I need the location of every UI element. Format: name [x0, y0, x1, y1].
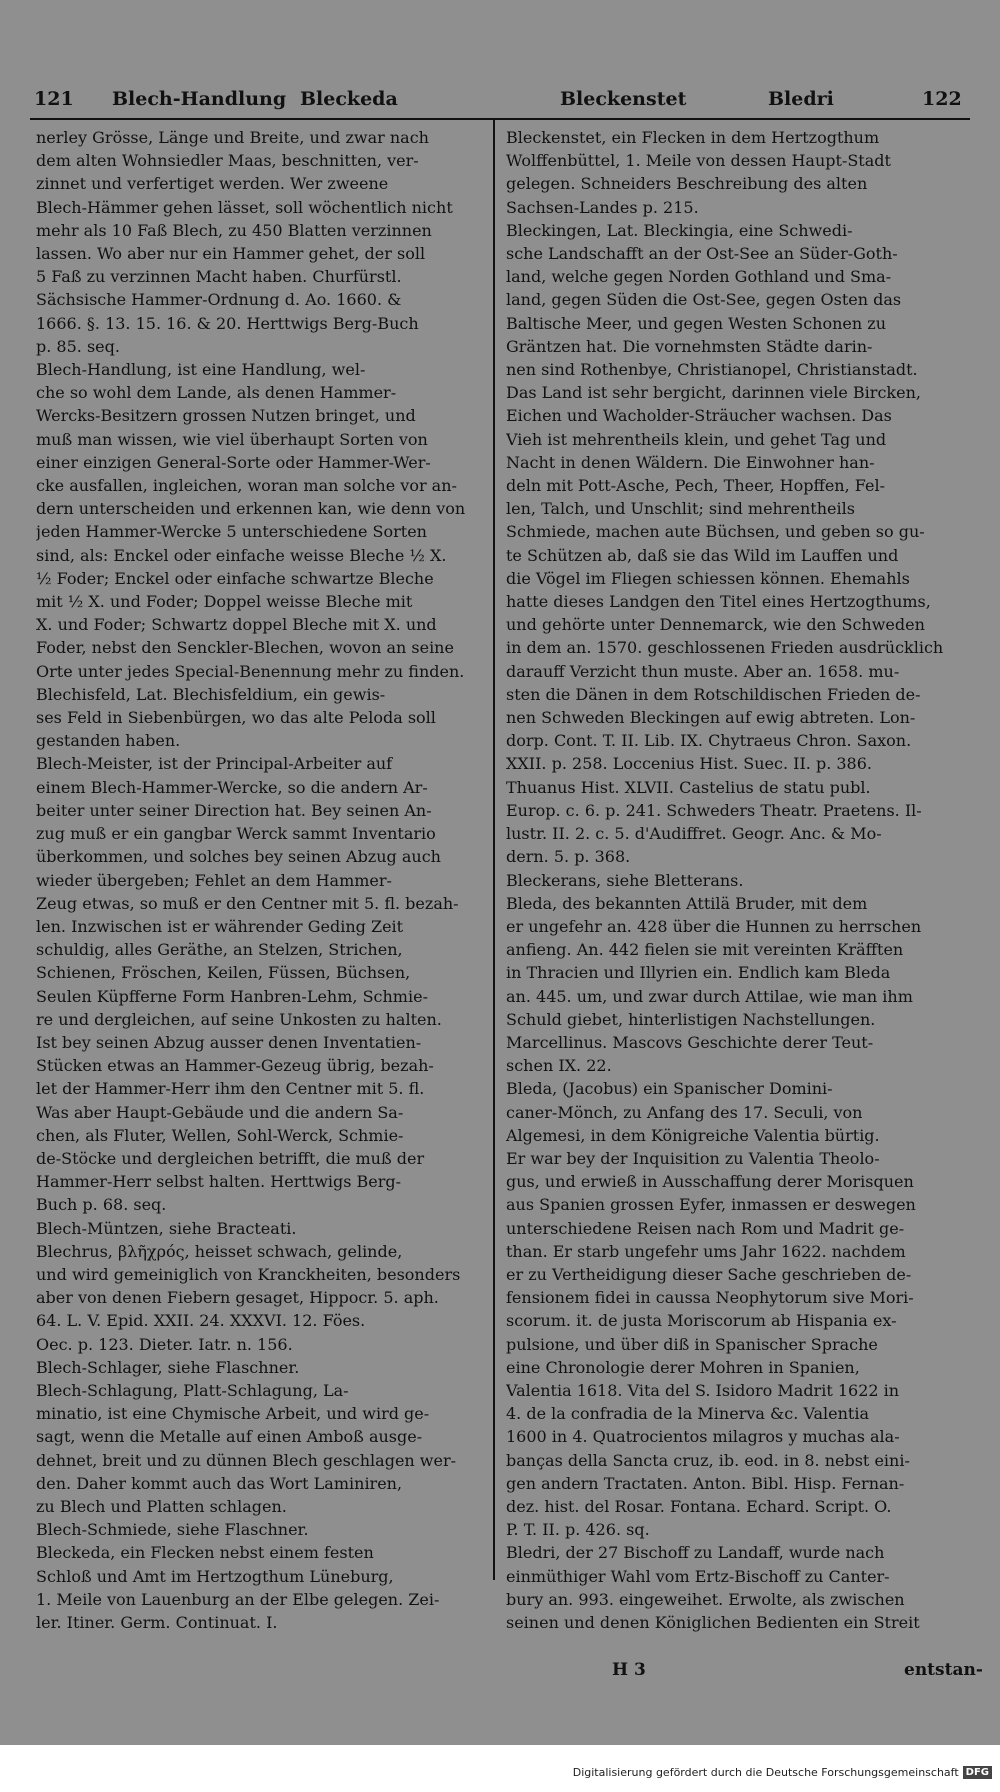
text-line: einem Blech-Hammer-Wercke, so die andern Ar-	[36, 777, 428, 797]
text-line: anfieng. An. 442 fielen sie mit vereinten Kräfften	[506, 940, 904, 960]
text-line: 1666. §. 13. 15. 16. & 20. Herttwigs Berg-Buch	[36, 313, 419, 333]
catchword: entstan-	[904, 1660, 983, 1680]
text-line: Bleckeda, ein Flecken nebst einem festen	[36, 1543, 374, 1563]
text-line: land, gegen Süden die Ost-See, gegen Osten das	[506, 290, 902, 310]
text-line: lassen. Wo aber nur ein Hammer gehet, der soll	[36, 244, 426, 264]
text-line: mit ½ X. und Foder; Doppel weisse Bleche mit	[36, 592, 413, 612]
left-column-entry	[36, 1518, 486, 1541]
text-line: aber von denen Fiebern gesaget, Hippocr. 5. aph.	[36, 1288, 439, 1308]
text-line: Baltische Meer, und gegen Westen Schonen zu	[506, 313, 886, 333]
text-line: Blech-Schmiede, siehe Flaschner.	[36, 1520, 309, 1540]
text-line: Blech-Müntzen, siehe Bracteati.	[36, 1218, 297, 1238]
text-line: scorum. it. de justa Moriscorum ab Hispania ex-	[506, 1311, 897, 1331]
text-line: hatte dieses Landgen den Titel eines Hertzogthums,	[506, 592, 931, 612]
left-column-entry	[36, 1379, 486, 1518]
text-line: beiter unter seiner Direction hat. Bey seinen An-	[36, 800, 432, 820]
text-line: in Thracien und Illyrien ein. Endlich kam Bleda	[506, 963, 891, 983]
text-line: Gräntzen hat. Die vornehmsten Städte darin-	[506, 336, 873, 356]
text-line: Blech-Hämmer gehen lässet, soll wöchentlich nicht	[36, 197, 453, 217]
right-column-entry	[506, 219, 966, 869]
text-line: len. Inzwischen ist er währender Geding Zeit	[36, 916, 404, 936]
text-line: ler. Itiner. Germ. Continuat. I.	[36, 1613, 278, 1632]
text-line: Er war bey der Inquisition zu Valentia Theolo-	[506, 1148, 880, 1168]
text-line: Bleckenstet, ein Flecken in dem Hertzogthum	[506, 128, 880, 147]
text-line: zinnet und verfertiget werden. Wer zweene	[36, 174, 389, 194]
left-column-entry	[36, 1541, 486, 1634]
text-line: p. 85. seq.	[36, 336, 120, 356]
right-column-entry	[506, 126, 966, 219]
text-line: schen IX. 22.	[506, 1056, 612, 1076]
left-running-head-1: Blech-Handlung	[112, 88, 287, 110]
text-line: P. T. II. p. 426. sq.	[506, 1520, 650, 1540]
text-line: darauff Verzicht thun muste. Aber an. 1658. mu-	[506, 661, 900, 681]
text-line: nerley Grösse, Länge und Breite, und zwar nach	[36, 128, 429, 147]
text-line: che so wohl dem Lande, als denen Hammer-	[36, 383, 397, 403]
text-line: XXII. p. 258. Loccenius Hist. Suec. II. p. 386.	[506, 754, 872, 774]
text-line: gen andern Tractaten. Anton. Bibl. Hisp. Fernan-	[506, 1473, 905, 1493]
text-line: gus, und erwieß in Ausschaffung derer Morisquen	[506, 1172, 914, 1192]
text-line: aus Spanien grossen Eyfer, inmassen er deswegen	[506, 1195, 916, 1215]
right-column-entry	[506, 1077, 966, 1541]
text-line: sten die Dänen in dem Rotschildischen Frieden de-	[506, 684, 921, 704]
text-line: Sächsische Hammer-Ordnung d. Ao. 1660. &	[36, 290, 402, 310]
text-line: Foder, nebst den Senckler-Blechen, wovon an seine	[36, 638, 454, 658]
text-line: dern. 5. p. 368.	[506, 847, 631, 867]
text-line: 1600 in 4. Quatrocientos milagros y muchas ala-	[506, 1427, 900, 1447]
text-line: gestanden haben.	[36, 731, 181, 751]
text-line: Blechrus, βλῆχρός, heisset schwach, gelinde,	[36, 1241, 403, 1261]
text-line: Blech-Meister, ist der Principal-Arbeiter auf	[36, 754, 393, 774]
text-line: caner-Mönch, zu Anfang des 17. Seculi, von	[506, 1102, 863, 1122]
right-column	[506, 126, 966, 1634]
footer-credit: Digitalisierung gefördert durch die Deutsche Forschungsgemeinschaft	[572, 1766, 959, 1779]
left-column-entry	[36, 1356, 486, 1379]
text-line: de-Stöcke und dergleichen betrifft, die muß der	[36, 1148, 425, 1168]
left-page-number: 121	[34, 88, 74, 110]
text-line: land, welche gegen Norden Gothland und Sma-	[506, 267, 892, 287]
text-line: re und dergleichen, auf seine Unkosten zu halten.	[36, 1009, 442, 1029]
left-column-entry	[36, 683, 486, 753]
text-line: Blech-Schlagung, Platt-Schlagung, La-	[36, 1380, 349, 1400]
header-rule	[30, 118, 970, 120]
text-line: an. 445. um, und zwar durch Attilae, wie man ihm	[506, 986, 913, 1006]
left-running-head-2: Bleckeda	[300, 88, 398, 110]
text-line: in dem an. 1570. geschlossenen Frieden ausdrücklich	[506, 638, 944, 658]
text-line: muß man wissen, wie viel überhaupt Sorten von	[36, 429, 428, 449]
text-line: er ungefehr an. 428 über die Hunnen zu herrschen	[506, 916, 922, 936]
right-column-entry	[506, 892, 966, 1078]
text-line: Bledri, der 27 Bischoff zu Landaff, wurde nach	[506, 1543, 885, 1563]
text-line: Schienen, Fröschen, Keilen, Füssen, Büchsen,	[36, 963, 411, 983]
text-line: zu Blech und Platten schlagen.	[36, 1496, 287, 1516]
text-line: len, Talch, und Unschlit; sind mehrentheils	[506, 499, 855, 519]
signature-mark: H 3	[612, 1660, 646, 1680]
left-column-entry	[36, 358, 486, 683]
column-divider	[493, 120, 495, 1580]
text-line: sche Landschafft an der Ost-See an Süder-Goth-	[506, 244, 898, 264]
text-line: wieder übergeben; Fehlet an dem Hammer-	[36, 870, 392, 890]
text-line: Ist bey seinen Abzug ausser denen Inventatien-	[36, 1032, 422, 1052]
text-line: te Schützen ab, daß sie das Wild im Lauffen und	[506, 545, 899, 565]
text-line: Zeug etwas, so muß er den Centner mit 5. fl. bezah-	[36, 893, 459, 913]
text-line: und wird gemeiniglich von Kranckheiten, besonders	[36, 1264, 461, 1284]
text-line: 5 Faß zu verzinnen Macht haben. Churfürstl.	[36, 267, 402, 287]
text-line: ½ Foder; Enckel oder einfache schwartze Bleche	[36, 568, 434, 588]
text-line: Stücken etwas an Hammer-Gezeug übrig, bezah-	[36, 1056, 434, 1076]
text-line: Seulen Küpfferne Form Hanbren-Lehm, Schmie-	[36, 986, 428, 1006]
text-line: Schmiede, machen aute Büchsen, und geben so gu-	[506, 522, 925, 542]
text-line: überkommen, und solches bey seinen Abzug auch	[36, 847, 441, 867]
text-line: Buch p. 68. seq.	[36, 1195, 167, 1215]
text-line: Bleckerans, siehe Bletterans.	[506, 870, 744, 890]
text-line: dem alten Wohnsiedler Maas, beschnitten, ver-	[36, 151, 419, 171]
text-line: banças della Sancta cruz, ib. eod. in 8. nebst eini-	[506, 1450, 910, 1470]
text-line: X. und Foder; Schwartz doppel Bleche mit X. und	[36, 615, 437, 635]
text-line: bury an. 993. eingeweihet. Erwolte, als zwischen	[506, 1589, 905, 1609]
text-line: 4. de la confradia de la Minerva &c. Valentia	[506, 1404, 869, 1424]
text-line: eine Chronologie derer Mohren in Spanien,	[506, 1357, 860, 1377]
text-line: Oec. p. 123. Dieter. Iatr. n. 156.	[36, 1334, 293, 1354]
text-line: nen sind Rothenbye, Christianopel, Christianstadt.	[506, 360, 918, 380]
text-line: Das Land ist sehr bergicht, darinnen viele Bircken,	[506, 383, 921, 403]
text-line: Marcellinus. Mascovs Geschichte derer Teut-	[506, 1032, 874, 1052]
right-page-number: 122	[922, 88, 962, 110]
left-column-entry	[36, 1240, 486, 1356]
text-line: Thuanus Hist. XLVII. Castelius de statu publ.	[506, 777, 871, 797]
text-line: Bleda, (Jacobus) ein Spanischer Domini-	[506, 1079, 833, 1099]
text-line: seinen und denen Königlichen Bedienten ein Streit	[506, 1613, 920, 1632]
text-line: let der Hammer-Herr ihm den Centner mit 5. fl.	[36, 1079, 425, 1099]
text-line: nen Schweden Bleckingen auf ewig abtreten. Lon-	[506, 708, 916, 728]
text-line: Blechisfeld, Lat. Blechisfeldium, ein gewis-	[36, 684, 386, 704]
text-line: Eichen und Wacholder-Sträucher wachsen. Das	[506, 406, 892, 426]
text-line: chen, als Fluter, Wellen, Sohl-Werck, Schmie-	[36, 1125, 404, 1145]
left-column-entry	[36, 126, 486, 358]
right-running-head-1: Bleckenstet	[560, 88, 687, 110]
text-line: Was aber Haupt-Gebäude und die andern Sa-	[36, 1102, 404, 1122]
text-line: Wolffenbüttel, 1. Meile von dessen Haupt-Stadt	[506, 151, 891, 171]
text-line: sind, als: Enckel oder einfache weisse Bleche ½ X.	[36, 545, 447, 565]
text-line: jeden Hammer-Wercke 5 unterschiedene Sorten	[36, 522, 427, 542]
text-line: Orte unter jedes Special-Benennung mehr zu finden.	[36, 661, 465, 681]
text-line: zug muß er ein gangbar Werck sammt Inventario	[36, 824, 436, 844]
text-line: Blech-Handlung, ist eine Handlung, wel-	[36, 360, 366, 380]
left-column-entry	[36, 752, 486, 1216]
left-column	[36, 126, 486, 1634]
text-line: ses Feld in Siebenbürgen, wo das alte Peloda soll	[36, 708, 436, 728]
text-line: Hammer-Herr selbst halten. Herttwigs Berg-	[36, 1172, 402, 1192]
text-line: dorp. Cont. T. II. Lib. IX. Chytraeus Chron. Saxon.	[506, 731, 912, 751]
left-column-entry	[36, 1217, 486, 1240]
text-line: Sachsen-Landes p. 215.	[506, 197, 699, 217]
dfg-logo: DFG	[963, 1766, 992, 1779]
text-line: einer einzigen General-Sorte oder Hammer-Wer-	[36, 452, 431, 472]
text-line: Valentia 1618. Vita del S. Isidoro Madrit 1622 in	[506, 1380, 900, 1400]
text-line: than. Er starb ungefehr ums Jahr 1622. nachdem	[506, 1241, 906, 1261]
text-line: Wercks-Besitzern grossen Nutzen bringet, und	[36, 406, 416, 426]
digitization-footer	[573, 1766, 992, 1779]
text-line: er zu Vertheidigung dieser Sache geschrieben de-	[506, 1264, 912, 1284]
text-line: fensionem fidei in caussa Neophytorum sive Mori-	[506, 1288, 914, 1308]
text-line: Bleckingen, Lat. Bleckingia, eine Schwedi-	[506, 220, 853, 240]
text-line: cke ausfallen, ingleichen, woran man solche vor an-	[36, 476, 457, 496]
text-line: deln mit Pott-Asche, Pech, Theer, Hopffen, Fel-	[506, 476, 885, 496]
text-line: die Vögel im Fliegen schiessen können. Ehemahls	[506, 568, 910, 588]
text-line: lustr. II. 2. c. 5. d'Audiffret. Geogr. Anc. & Mo-	[506, 824, 882, 844]
text-line: schuldig, alles Geräthe, an Stelzen, Strichen,	[36, 940, 403, 960]
text-line: 1. Meile von Lauenburg an der Elbe gelegen. Zei-	[36, 1589, 440, 1609]
text-line: pulsione, und über diß in Spanischer Sprache	[506, 1334, 878, 1354]
text-line: Algemesi, in dem Königreiche Valentia bürtig.	[506, 1125, 880, 1145]
text-line: minatio, ist eine Chymische Arbeit, und wird ge-	[36, 1404, 430, 1424]
text-line: einmüthiger Wahl vom Ertz-Bischoff zu Canter-	[506, 1566, 890, 1586]
text-line: unterschiedene Reisen nach Rom und Madrit ge-	[506, 1218, 905, 1238]
text-line: 64. L. V. Epid. XXII. 24. XXXVI. 12. Föes.	[36, 1311, 366, 1331]
right-column-entry	[506, 869, 966, 892]
text-line: Schloß und Amt im Hertzogthum Lüneburg,	[36, 1566, 394, 1586]
text-line: Europ. c. 6. p. 241. Schweders Theatr. Praetens. Il-	[506, 800, 922, 820]
text-line: Vieh ist mehrentheils klein, und gehet Tag und	[506, 429, 887, 449]
text-line: den. Daher kommt auch das Wort Laminiren,	[36, 1473, 403, 1493]
text-line: Blech-Schlager, siehe Flaschner.	[36, 1357, 300, 1377]
text-line: gelegen. Schneiders Beschreibung des alten	[506, 174, 868, 194]
right-column-entry	[506, 1541, 966, 1634]
text-line: Nacht in denen Wäldern. Die Einwohner han-	[506, 452, 875, 472]
text-line: dern unterscheiden und erkennen kan, wie denn von	[36, 499, 466, 519]
text-line: und gehörte unter Dennemarck, wie den Schweden	[506, 615, 925, 635]
text-line: mehr als 10 Faß Blech, zu 450 Blatten verzinnen	[36, 220, 432, 240]
text-line: dez. hist. del Rosar. Fontana. Echard. Script. O.	[506, 1496, 892, 1516]
text-line: Schuld giebet, hinterlistigen Nachstellungen.	[506, 1009, 876, 1029]
text-line: Bleda, des bekannten Attilä Bruder, mit dem	[506, 893, 868, 913]
text-line: dehnet, breit und zu dünnen Blech geschlagen wer-	[36, 1450, 457, 1470]
right-running-head-2: Bledri	[768, 88, 834, 110]
text-line: sagt, wenn die Metalle auf einen Amboß ausge-	[36, 1427, 423, 1447]
